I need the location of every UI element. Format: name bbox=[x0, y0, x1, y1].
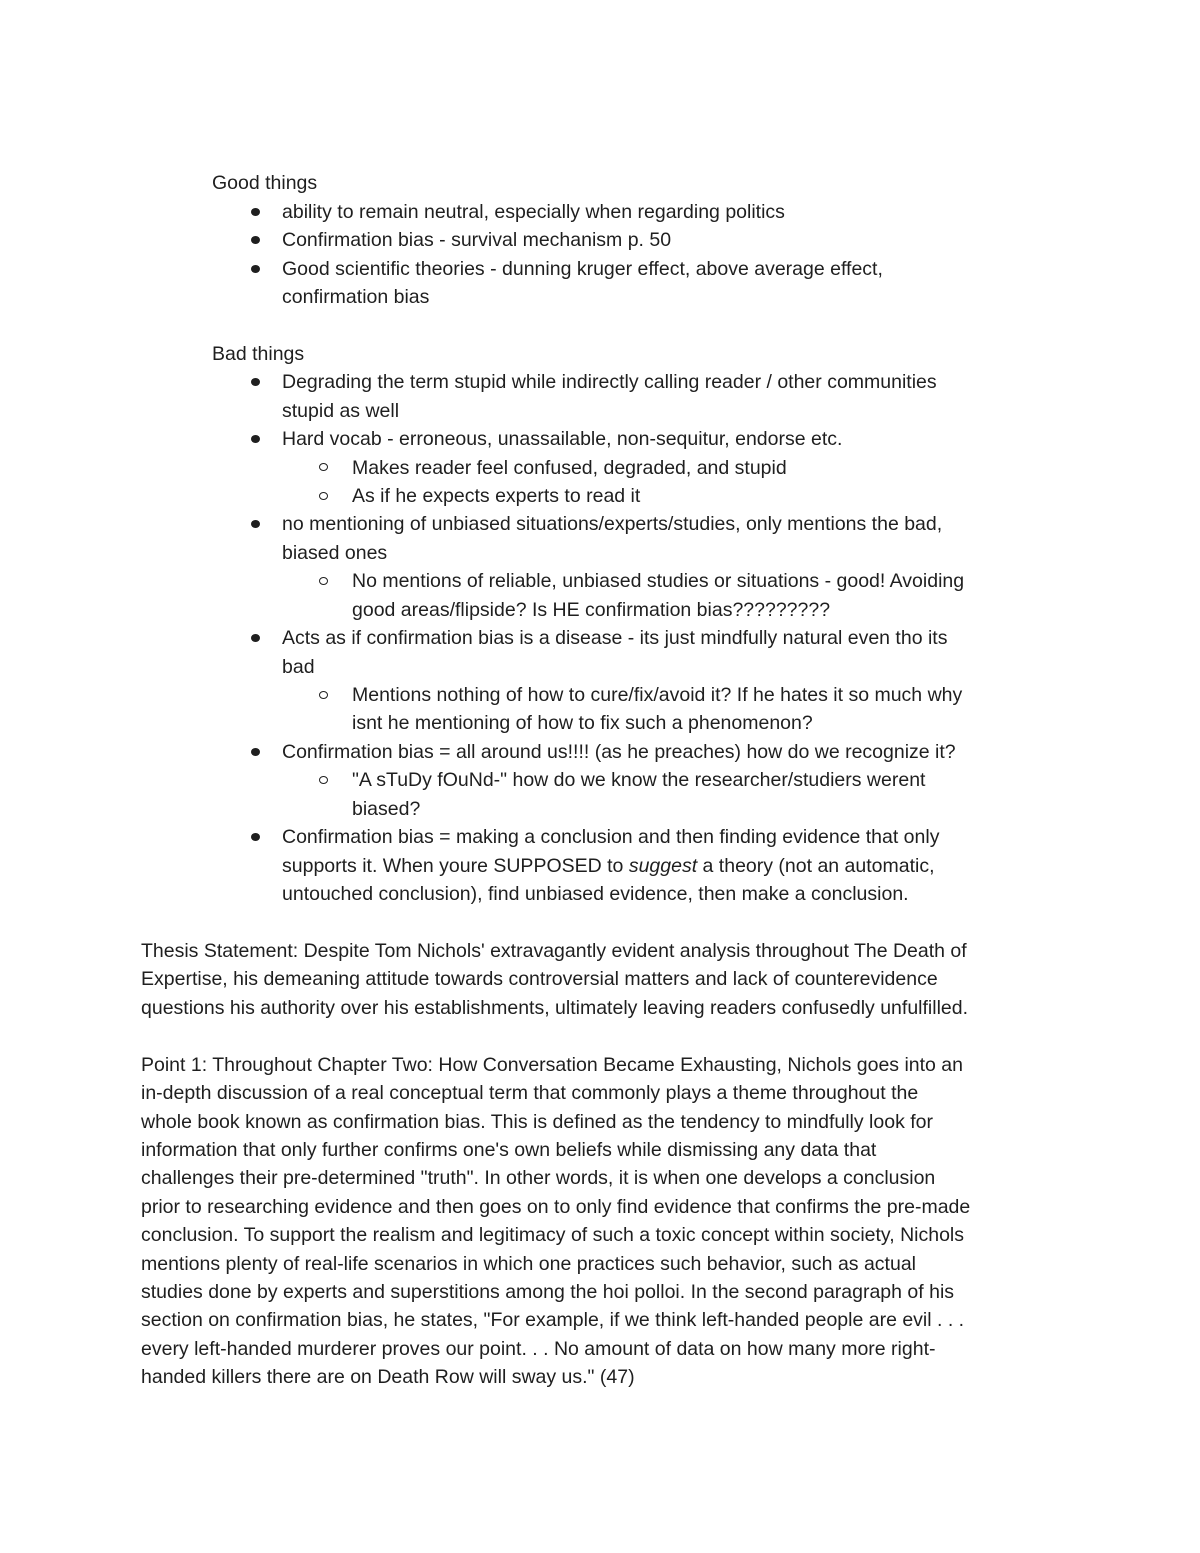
bad-item-3-sub-1-line-2: good areas/flipside? Is HE confirmation bias????????? bbox=[352, 599, 831, 621]
point1-line-2: in-depth discussion of a real conceptual term that commonly plays a theme throughout the bbox=[141, 1082, 919, 1104]
bullet-icon bbox=[251, 634, 260, 642]
bad-item-2-line-1: Hard vocab - erroneous, unassailable, non-sequitur, endorse etc. bbox=[282, 428, 843, 450]
sub-bullet-icon bbox=[319, 776, 328, 784]
good-item-1-line-1: ability to remain neutral, especially when regarding politics bbox=[282, 201, 785, 223]
bad-item-4-line-1: Acts as if confirmation bias is a disease - its just mindfully natural even tho its bbox=[282, 627, 948, 649]
bad-item-3-sub-1-line-1: No mentions of reliable, unbiased studies or situations - good! Avoiding bbox=[352, 570, 965, 592]
thesis-line-1: Thesis Statement: Despite Tom Nichols' extravagantly evident analysis throughout The Death of bbox=[141, 940, 967, 962]
bad-item-2-sub-1: Makes reader feel confused, degraded, and stupid bbox=[352, 457, 787, 479]
point1-line-7: conclusion. To support the realism and legitimacy of such a toxic concept within society, Nichols bbox=[141, 1224, 965, 1246]
point1-line-6: prior to researching evidence and then goes on to only find evidence that confirms the pre-made bbox=[141, 1196, 971, 1218]
bad-item-6-line-2-after: a theory (not an automatic, bbox=[697, 855, 935, 877]
bad-item-4-line-2: bad bbox=[282, 656, 315, 678]
point1-line-5: challenges their pre-determined "truth". In other words, it is when one develops a conclusion bbox=[141, 1167, 936, 1189]
good-item-2-line-1: Confirmation bias - survival mechanism p. 50 bbox=[282, 229, 672, 251]
bullet-icon bbox=[251, 833, 260, 841]
point1-line-12: handed killers there are on Death Row will sway us." (47) bbox=[141, 1366, 635, 1388]
good-item-3-line-1: Good scientific theories - dunning kruger effect, above average effect, bbox=[282, 258, 883, 280]
bullet-icon bbox=[251, 236, 260, 244]
point1-line-1: Point 1: Throughout Chapter Two: How Conversation Became Exhausting, Nichols goes into an bbox=[141, 1054, 963, 1076]
bad-item-6-line-1: Confirmation bias = making a conclusion and then finding evidence that only bbox=[282, 826, 940, 848]
bad-item-6-line-2 bbox=[282, 852, 935, 880]
point1-line-10: section on confirmation bias, he states, "For example, if we think left-handed people are evil . . . bbox=[141, 1309, 965, 1331]
point1-line-4: information that only further confirms one's own beliefs while dismissing any data that bbox=[141, 1139, 877, 1161]
point1-line-3: whole book known as confirmation bias. This is defined as the tendency to mindfully look for bbox=[141, 1111, 933, 1133]
sub-bullet-icon bbox=[319, 577, 328, 585]
bullet-icon bbox=[251, 520, 260, 528]
point1-line-11: every left-handed murderer proves our point. . . No amount of data on how many more right- bbox=[141, 1338, 936, 1360]
bullet-icon bbox=[251, 378, 260, 386]
bad-item-5-sub-1-line-2: biased? bbox=[352, 798, 421, 820]
bad-item-5-sub-1-line-1: "A sTuDy fOuNd-" how do we know the researcher/studiers werent bbox=[352, 769, 926, 791]
bad-item-5-line-1: Confirmation bias = all around us!!!! (as he preaches) how do we recognize it? bbox=[282, 741, 956, 763]
bullet-icon bbox=[251, 748, 260, 756]
emphasis-suggest: suggest bbox=[628, 855, 698, 877]
sub-bullet-icon bbox=[319, 463, 328, 471]
thesis-line-2: Expertise, his demeaning attitude towards controversial matters and lack of counterevidence bbox=[141, 968, 938, 990]
bad-item-4-sub-1-line-2: isnt he mentioning of how to fix such a phenomenon? bbox=[352, 712, 813, 734]
bad-item-1-line-1: Degrading the term stupid while indirectly calling reader / other communities bbox=[282, 371, 937, 393]
point1-line-8: mentions plenty of real-life scenarios in which one practices such behavior, such as actual bbox=[141, 1253, 916, 1275]
sub-bullet-icon bbox=[319, 492, 328, 500]
bad-item-3-line-2: biased ones bbox=[282, 542, 388, 564]
bad-item-2-sub-2: As if he expects experts to read it bbox=[352, 485, 641, 507]
thesis-line-3: questions his authority over his establishments, ultimately leaving readers confusedly unfulfilled. bbox=[141, 997, 969, 1019]
bad-things-heading: Bad things bbox=[212, 343, 305, 365]
point1-line-9: studies done by experts and superstitions among the hoi polloi. In the second paragraph of his bbox=[141, 1281, 955, 1303]
sub-bullet-icon bbox=[319, 691, 328, 699]
bad-item-4-sub-1-line-1: Mentions nothing of how to cure/fix/avoid it? If he hates it so much why bbox=[352, 684, 963, 706]
bullet-icon bbox=[251, 435, 260, 443]
bullet-icon bbox=[251, 208, 260, 216]
bad-item-3-line-1: no mentioning of unbiased situations/experts/studies, only mentions the bad, bbox=[282, 513, 943, 535]
good-things-heading: Good things bbox=[212, 172, 318, 194]
bad-item-6-line-2-before: supports it. When youre SUPPOSED to bbox=[282, 855, 629, 877]
bad-item-6-line-3: untouched conclusion), find unbiased evidence, then make a conclusion. bbox=[282, 883, 909, 905]
bad-item-1-line-2: stupid as well bbox=[282, 400, 400, 422]
good-item-3-line-2: confirmation bias bbox=[282, 286, 430, 308]
bullet-icon bbox=[251, 265, 260, 273]
